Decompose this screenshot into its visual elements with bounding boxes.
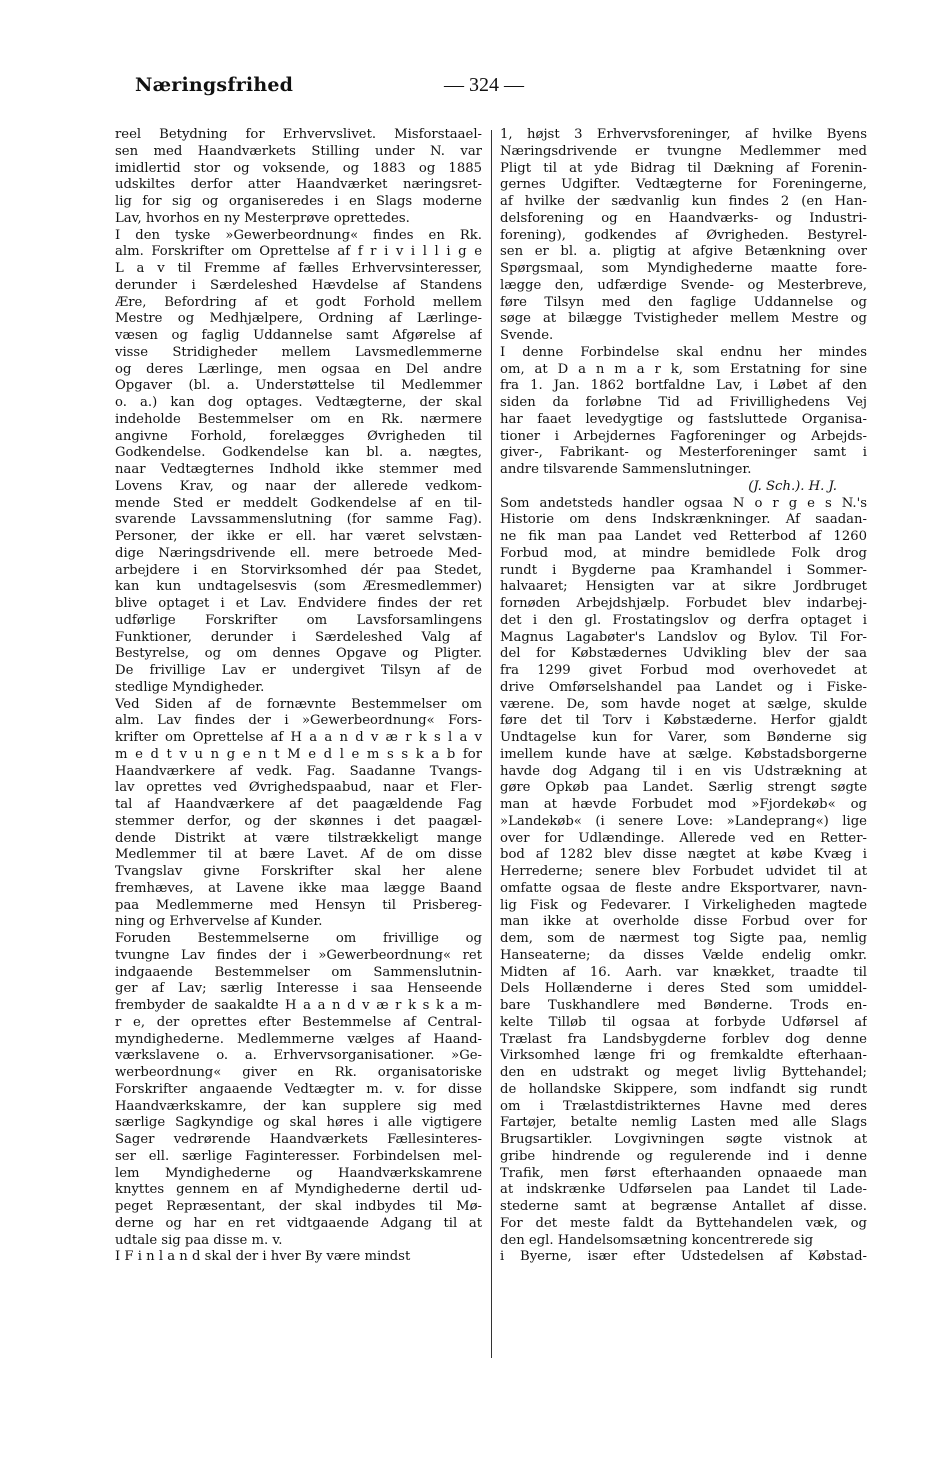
text-line: derunder i Særdeleshed Hævdelse af Standens: [115, 277, 482, 293]
text-line: stemmer derfor, og der skønnes i det paagæl-: [115, 813, 482, 829]
text-line: lem Myndighederne og Haandværkskamrene: [115, 1165, 482, 1181]
text-line: dem, som de nærmest tog Sigte paa, nemlig: [500, 931, 867, 946]
text-line: knyttes gennem en af Myndighederne dertil ud-: [115, 1182, 482, 1198]
text-line: ser ell. særlige Faginteresser. Forbindelsen mel-: [115, 1148, 482, 1164]
text-line: werbeordnung« giver en Rk. organisatoriske: [115, 1065, 482, 1080]
text-line: derne og har en ret vidtgaaende Adgang til at: [115, 1215, 482, 1231]
text-line: imellem kunde have at sælge. Købstadsborgerne: [500, 746, 867, 762]
text-line: Sager vedrørende Haandværkets Fællesinteres-: [115, 1132, 482, 1147]
text-line: Dels Hollænderne i deres Sted som umiddel-: [500, 981, 867, 997]
left-text-column: [115, 127, 482, 1266]
text-line: angivne Forhold, forelægges Øvrigheden til: [115, 428, 482, 444]
text-line: værene. De, som havde noget at sælge, skulde: [500, 696, 867, 712]
text-line: Spørgsmaal, som Myndighederne maatte fore-: [500, 261, 867, 276]
text-line: forening), godkendes af Øvrigheden. Bestyrel-: [500, 227, 867, 243]
text-line: fremhæves, at Lavene ikke maa lægge Baand: [115, 880, 482, 896]
text-line: del for Købstædernes Udvikling blev der saa: [500, 646, 867, 662]
text-line: dige Næringsdrivende ell. mere betroede Med-: [115, 545, 482, 561]
text-line: Historie om dens Indskrænkninger. Af saadan-: [500, 512, 867, 528]
text-line: Lovens Krav, og naar der allerede vedkom-: [115, 478, 482, 494]
text-line: fra 1. Jan. 1862 bortfaldne Lav, i Løbet af den: [500, 378, 867, 394]
text-line: havde dog Adgang til i en vis Udstrækning at: [500, 763, 867, 779]
text-line: Godkendelse. Godkendelse kan bl. a. nægtes,: [115, 445, 482, 461]
text-line: lægge den, udfærdige Svende- og Mesterbreve,: [500, 277, 867, 293]
page-number: — 324 —: [444, 74, 524, 96]
text-line: I denne Forbindelse skal endnu her mindes: [500, 344, 867, 360]
text-line: kelte Tilløb til ogsaa at forbyde Udførsel af: [500, 1014, 867, 1030]
text-line: Foruden Bestemmelserne om frivillige og: [115, 931, 482, 946]
text-line: over for Udlændinge. Allerede ved en Retter-: [500, 830, 867, 846]
text-line: r e, der oprettes efter Bestemmelse af Central-: [115, 1014, 482, 1030]
text-line: lav oprettes ved Øvrighedspaabud, naar et Fler-: [115, 780, 482, 796]
text-line: Forbud mod, at mindre bemidlede Folk drog: [500, 545, 867, 561]
text-line: sen er bl. a. pligtig at afgive Betænkning over: [500, 244, 867, 260]
text-line: Haandværkskamre, der kan supplere sig med: [115, 1098, 482, 1114]
text-line: I den tyske »Gewerbeordnung« findes en Rk.: [115, 227, 482, 243]
text-line: Midten af 16. Aarh. var knækket, traadte til: [500, 964, 867, 980]
text-line: Ved Siden af de fornævnte Bestemmelser om: [115, 696, 482, 712]
text-line: dende Distrikt at være tilstrækkeligt mange: [115, 830, 482, 846]
text-line: søge at bilægge Tvistigheder mellem Mestre og: [500, 311, 867, 327]
text-line: Bestyrelse, og om dennes Opgave og Pligter.: [115, 646, 482, 662]
text-line: Undtagelse kun for Varer, som Bønderne sig: [500, 730, 867, 745]
text-line: Funktioner, derunder i Særdeleshed Valg af: [115, 629, 482, 645]
text-line: tvungne Lav findes der i »Gewerbeordnung« ret: [115, 947, 482, 963]
text-line: Opgaver (bl. a. Understøttelse til Medlemmer: [115, 378, 482, 394]
text-line: ne fik man paa Landet ved Retterbod af 1260: [500, 529, 867, 544]
text-line: har faaet levedygtige og fastsluttede Organisa-: [500, 411, 867, 427]
text-line: paa Medlemmerne med Hensyn til Prisbereg-: [115, 897, 482, 913]
text-line: bod af 1282 blev disse nægtet at købe Kvæg i: [500, 847, 867, 863]
text-line: rundt i Bygderne paa Kramhandel i Sommer-: [500, 562, 867, 578]
text-line: indeholde Bestemmelser om en Rk. nærmere: [115, 411, 482, 427]
text-line: Lav, hvorhos en ny Mesterprøve oprettedes.: [115, 210, 410, 226]
text-line: I F i n l a n d skal der i hver By være mindst: [115, 1249, 411, 1265]
text-line: om, at D a n m a r k, som Erstatning for sine: [500, 361, 867, 377]
text-line: Medlemmer til at bære Lavet. Af de om disse: [115, 847, 482, 863]
text-line: man at hævde Forbudet mod »Fjordekøb« og: [500, 797, 867, 812]
text-line: Tvangslav givne Forskrifter skal her alene: [115, 864, 482, 879]
text-line: tioner i Arbejdernes Fagforeninger og Arbejds-: [500, 428, 867, 444]
text-line: den egl. Handelsomsætning koncentrerede sig: [500, 1232, 814, 1248]
text-line: naar Vedtægternes Indhold ikke stemmer med: [115, 462, 482, 477]
text-line: den en udstrakt og meget livlig Byttehandel;: [500, 1065, 867, 1080]
text-line: Haandværkere af vedk. Fag. Saadanne Tvangs-: [115, 763, 482, 779]
author-signature: (J. Sch.). H. J.: [748, 478, 837, 494]
text-line: omfatte ogsaa de fleste andre Eksportvarer, navn-: [500, 880, 867, 896]
text-line: sen med Haandværkets Stilling under N. var: [115, 143, 482, 159]
text-line: udtale sig paa disse m. v.: [115, 1232, 283, 1248]
text-line: stedlige Myndigheder.: [115, 679, 265, 695]
text-line: og deres Lærlinge, men ogsaa en Del andre: [115, 361, 482, 377]
text-line: svarende Lavssammenslutning (for samme Fag).: [115, 512, 482, 528]
text-line: Virksomhed længe fri og fremkaldte efterhaan-: [500, 1048, 867, 1064]
text-line: udførlige Forskrifter om Lavsforsamlingens: [115, 612, 482, 628]
text-line: m e d t v u n g e n t M e d l e m s s k a b for: [115, 746, 482, 762]
text-line: Herrederne; senere blev Forbudet udvidet til at: [500, 864, 867, 879]
text-line: gernes Udgifter. Vedtægterne for Foreningerne,: [500, 177, 867, 193]
text-line: føre det til Torv i Købstæderne. Herfor gjaldt: [500, 713, 867, 729]
text-line: peget Repræsentant, der skal indbydes til Mø-: [115, 1199, 482, 1214]
text-line: særlige Sagkyndige og skal høres i alle vigtigere: [115, 1115, 482, 1131]
text-line: L a v til Fremme af fælles Erhvervsinteresser,: [115, 261, 482, 276]
text-line: Hanseaterne; da disses Vælde endelig omkr.: [500, 947, 867, 963]
text-line: Trafik, men først efterhaanden opnaaede man: [500, 1165, 867, 1181]
text-line: »Landekøb« (i senere Love: »Landeprang«) lige: [500, 813, 867, 829]
text-line: For det meste faldt da Byttehandelen væk, og: [500, 1215, 867, 1231]
text-line: delsforening og en Haandværks- og Industri-: [500, 210, 867, 226]
text-line: alm. Forskrifter om Oprettelse af f r i v i l l i g e: [115, 244, 482, 260]
text-line: tal af Haandværkere af det paagældende Fag: [115, 797, 482, 812]
text-line: reel Betydning for Erhvervslivet. Misforstaael-: [115, 127, 482, 142]
text-line: gøre Opkøb paa Landet. Særlig strengt søgte: [500, 780, 867, 796]
text-line: at indskrænke Udførselen paa Landet til Lade-: [500, 1182, 867, 1198]
text-line: ning og Erhvervelse af Kunder.: [115, 914, 323, 930]
text-line: Personer, der ikke er ell. har været selvstæn-: [115, 529, 482, 544]
text-line: i Byerne, især efter Udstedelsen af Købstad-: [500, 1249, 867, 1265]
text-line: andre tilsvarende Sammenslutninger.: [500, 462, 752, 477]
text-line: fra 1299 givet Forbud mod overhovedet at: [500, 663, 867, 678]
text-line: Magnus Lagabøter's Landslov og Bylov. Til For-: [500, 629, 867, 645]
text-line: lig Fisk og Fedevarer. I Virkeligheden magtede: [500, 897, 867, 913]
text-line: Brugsartikler. Lovgivningen søgte vistnok at: [500, 1132, 867, 1147]
text-line: myndighederne. Medlemmerne vælges af Haand-: [115, 1031, 482, 1047]
text-line: visse Stridigheder mellem Lavsmedlemmerne: [115, 344, 482, 360]
text-line: Trælast fra Landsbygderne forblev dog denne: [500, 1031, 867, 1047]
text-line: kan kun undtagelsesvis (som Æresmedlemmer): [115, 579, 482, 595]
text-line: imidlertid stor og voksende, og 1883 og 1885: [115, 160, 482, 176]
text-line: lig for sig og organiseredes i en Slags moderne: [115, 194, 482, 209]
text-line: Ære, Befordring af et godt Forhold mellem: [115, 294, 482, 310]
text-line: gribe hindrende og regulerende ind i denne: [500, 1148, 867, 1164]
text-line: stederne samt at begrænse Antallet af disse.: [500, 1199, 867, 1214]
text-line: drive Omførselshandel paa Landet og i Fiske-: [500, 679, 867, 695]
right-text-column: [500, 127, 867, 1266]
text-line: indgaaende Bestemmelser om Sammenslutnin-: [115, 964, 482, 980]
text-line: blive optaget i et Lav. Endvidere findes der ret: [115, 596, 482, 611]
text-line: om i Trælastdistrikternes Havne med deres: [500, 1098, 867, 1114]
text-line: bare Tuskhandlere med Bønderne. Trods en-: [500, 998, 867, 1013]
text-line: værkslavene o. a. Erhvervsorganisationer. »Ge-: [115, 1048, 482, 1064]
text-line: Svende.: [500, 328, 554, 343]
text-line: Som andetsteds handler ogsaa N o r g e s N.'s: [500, 495, 867, 511]
text-line: Mestre og Medhjælpere, Ordning af Lærlinge-: [115, 311, 482, 327]
text-line: siden da forløbne Tid ad Frivillighedens Vej: [500, 395, 867, 410]
text-line: væsen og faglig Uddannelse samt Afgørelse af: [115, 328, 482, 343]
text-line: Næringsdrivende er tvungne Medlemmer med: [500, 143, 867, 159]
text-line: De frivillige Lav er undergivet Tilsyn af de: [115, 663, 482, 678]
text-line: arbejdere i en Storvirksomhed dér paa Stedet,: [115, 562, 482, 578]
text-line: fornøden Arbejdshjælp. Forbudet blev indarbej-: [500, 596, 867, 611]
text-line: af hvilke der sædvanlig kun findes 2 (en Han-: [500, 194, 867, 209]
text-line: mende Sted er meddelt Godkendelse af en til-: [115, 495, 482, 511]
text-line: o. a.) kan dog optages. Vedtægterne, der skal: [115, 395, 482, 410]
text-line: halvaaret; Hensigten var at sikre Jordbruget: [500, 579, 867, 595]
text-line: alm. Lav findes der i »Gewerbeordnung« Fors-: [115, 713, 482, 729]
text-line: ger af Lav; særlig Interesse i saa Henseende: [115, 981, 482, 997]
column-divider: [491, 130, 492, 1358]
text-line: udskiltes derfor atter Haandværket næringsret-: [115, 177, 482, 193]
text-line: føre Tilsyn med den faglige Uddannelse og: [500, 294, 867, 310]
text-line: de hollandske Skippere, som indfandt sig rundt: [500, 1081, 867, 1097]
running-header-title: Næringsfrihed: [135, 74, 294, 96]
text-line: det i den gl. Frostatingslov og derfra optaget i: [500, 612, 867, 628]
text-line: giver-, Fabrikant- og Mesterforeninger samt i: [500, 445, 867, 461]
text-line: frembyder de saakaldte H a a n d v æ r k s k a m-: [115, 998, 482, 1013]
text-line: Forskrifter angaaende Vedtægter m. v. for disse: [115, 1081, 482, 1097]
text-line: Fartøjer, betalte nemlig Lasten med alle Slags: [500, 1115, 867, 1131]
text-line: 1, højst 3 Erhvervsforeninger, af hvilke Byens: [500, 127, 867, 142]
text-line: Pligt til at yde Bidrag til Dækning af Forenin-: [500, 160, 867, 176]
text-line: man ikke at overholde disse Forbud over for: [500, 914, 867, 930]
text-line: krifter om Oprettelse af H a a n d v æ r k s l a v: [115, 730, 482, 745]
